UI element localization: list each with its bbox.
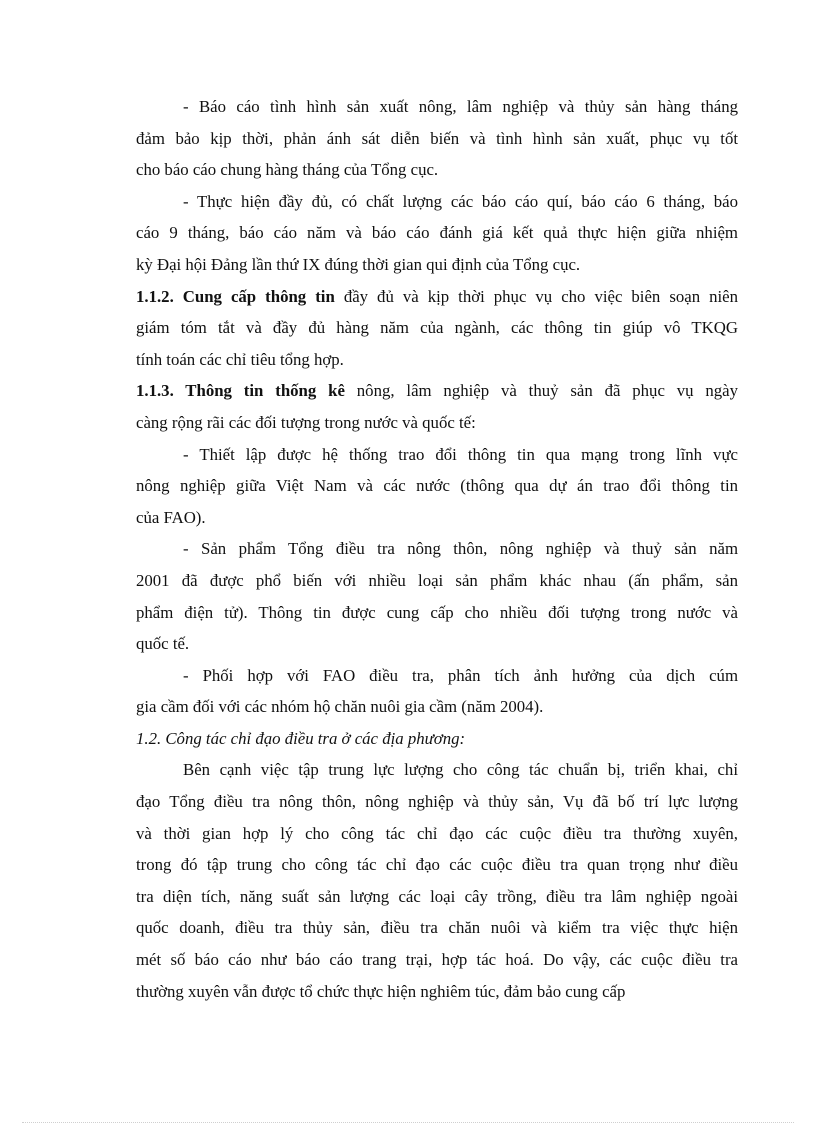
text-line: trong đó tập trung cho công tác chỉ đạo các cuộc điều tra quan trọng như điều bbox=[136, 855, 738, 875]
text-line: càng rộng rãi các đối tượng trong nước và quốc tế: bbox=[136, 412, 476, 432]
text-line: nông nghiệp giữa Việt Nam và các nước (thông qua dự án trao đổi thông tin bbox=[136, 476, 738, 496]
text-line: phẩm điện tử). Thông tin được cung cấp cho nhiều đối tượng trong nước và bbox=[136, 602, 738, 622]
paragraph-1 bbox=[136, 91, 738, 186]
paragraph-9 bbox=[136, 754, 738, 1007]
text-line: của FAO). bbox=[136, 507, 206, 527]
text-line: đạo Tổng điều tra nông thôn, nông nghiệp và thủy sản, Vụ đã bố trí lực lượng bbox=[136, 792, 738, 812]
text-line: - Thiết lập được hệ thống trao đổi thông tin qua mạng trong lĩnh vực bbox=[183, 444, 738, 464]
paragraph-5 bbox=[136, 439, 738, 534]
text-line: - Báo cáo tình hình sản xuất nông, lâm nghiệp và thủy sản hàng tháng bbox=[183, 97, 738, 116]
text-line: gia cầm đối với các nhóm hộ chăn nuôi gia cầm (năm 2004). bbox=[136, 697, 544, 717]
text-line: quốc tế. bbox=[136, 634, 190, 654]
text-run: nông, lâm nghiệp và thuỷ sản đã phục vụ ngày bbox=[344, 381, 739, 401]
section-heading: 1.1.3. Thông tin thống kê bbox=[136, 381, 345, 401]
text-line: Bên cạnh việc tập trung lực lượng cho công tác chuẩn bị, triển khai, chỉ bbox=[183, 760, 738, 780]
text-line: 2001 đã được phổ biến với nhiều loại sản phẩm khác nhau (ấn phẩm, sản bbox=[136, 570, 738, 590]
paragraph-2 bbox=[136, 186, 738, 281]
text-line: giám tóm tắt và đầy đủ hàng năm của ngành, các thông tin giúp vô TKQG bbox=[136, 318, 738, 338]
text-line: tra diện tích, năng suất sản lượng các loại cây trồng, điều tra lâm nghiệp ngoài bbox=[136, 886, 738, 906]
text-line: tính toán các chỉ tiêu tổng hợp. bbox=[136, 349, 344, 369]
text-line: kỳ Đại hội Đảng lần thứ IX đúng thời gian qui định của Tổng cục. bbox=[136, 254, 581, 274]
text-line: - Thực hiện đầy đủ, có chất lượng các báo cáo quí, báo cáo 6 tháng, báo bbox=[183, 191, 738, 211]
text-line: cho báo cáo chung hàng tháng của Tổng cục. bbox=[136, 160, 439, 180]
section-heading: 1.1.2. Cung cấp thông tin bbox=[136, 286, 335, 306]
paragraph-3 bbox=[136, 281, 738, 376]
text-line: và thời gian hợp lý cho công tác chỉ đạo các cuộc điều tra thường xuyên, bbox=[136, 823, 738, 843]
paragraph-7 bbox=[136, 660, 738, 723]
text-line: thường xuyên vẫn được tổ chức thực hiện nghiêm túc, đảm bảo cung cấp bbox=[136, 981, 626, 1001]
document-page bbox=[136, 91, 738, 1007]
text-line bbox=[136, 281, 738, 313]
text-line: - Sản phẩm Tổng điều tra nông thôn, nông nghiệp và thuỷ sản năm bbox=[183, 539, 738, 559]
text-line bbox=[136, 375, 738, 407]
text-line: đảm bảo kịp thời, phản ánh sát diễn biến và tình hình sản xuất, phục vụ tốt bbox=[136, 128, 738, 148]
paragraph-8 bbox=[136, 723, 738, 755]
text-run: đầy đủ và kịp thời phục vụ cho việc biên soạn niên bbox=[334, 286, 738, 306]
paragraph-4 bbox=[136, 375, 738, 438]
paragraph-6 bbox=[136, 533, 738, 659]
text-line: - Phối hợp với FAO điều tra, phân tích ảnh hưởng của dịch cúm bbox=[183, 665, 738, 685]
text-line: mét số báo cáo như báo cáo trang trại, hợp tác hoá. Do vậy, các cuộc điều tra bbox=[136, 950, 738, 970]
text-line: cáo 9 tháng, báo cáo năm và báo cáo đánh giá kết quả thực hiện giữa nhiệm bbox=[136, 223, 738, 243]
text-line: quốc doanh, điều tra thủy sản, điều tra chăn nuôi và kiểm tra việc thực hiện bbox=[136, 918, 738, 938]
subsection-heading: 1.2. Công tác chỉ đạo điều tra ở các địa phương: bbox=[136, 728, 466, 748]
